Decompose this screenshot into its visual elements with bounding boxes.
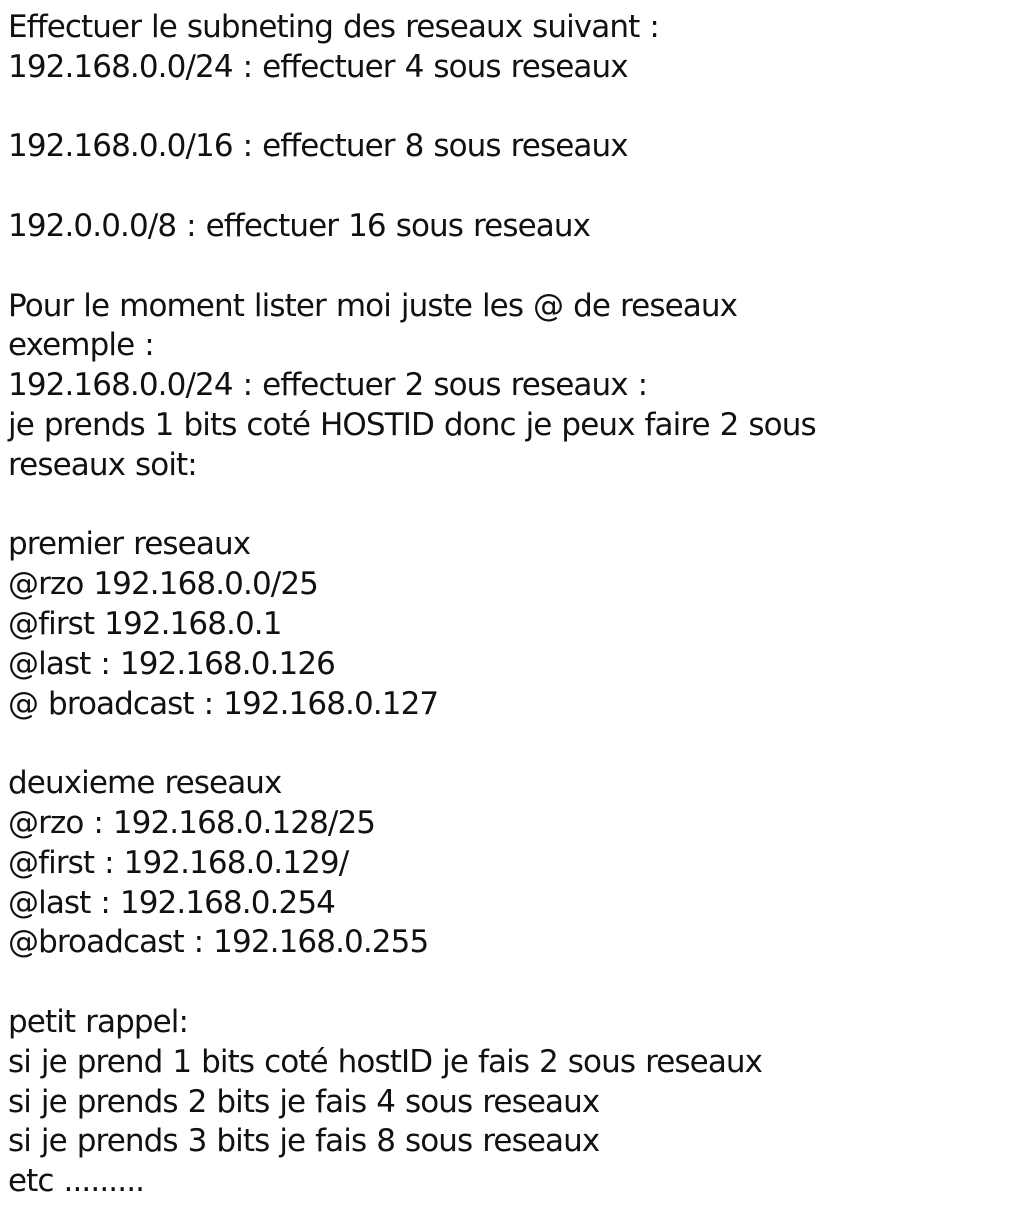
second-network-first: @first : 192.168.0.129/	[8, 844, 349, 881]
reminder-title: petit rappel:	[8, 1003, 189, 1040]
document-body	[8, 8, 1002, 1202]
blank-line	[8, 486, 1002, 526]
blank-line	[8, 247, 1002, 287]
blank-line	[8, 724, 1002, 764]
first-network-last: @last : 192.168.0.126	[8, 645, 335, 682]
instruction-line-1: Pour le moment lister moi juste les @ de reseaux	[8, 287, 738, 324]
first-network-broadcast: @ broadcast : 192.168.0.127	[8, 685, 439, 722]
reminder-line-3: si je prends 3 bits je fais 8 sous reseaux	[8, 1123, 600, 1160]
first-network-rzo: @rzo 192.168.0.0/25	[8, 566, 318, 603]
instruction-line-4: je prends 1 bits coté HOSTID donc je peux faire 2 sous	[8, 406, 816, 443]
task-line-1: 192.168.0.0/24 : effectuer 4 sous reseaux	[8, 48, 628, 85]
task-line-2: 192.168.0.0/16 : effectuer 8 sous reseaux	[8, 128, 628, 165]
reminder-line-2: si je prends 2 bits je fais 4 sous reseaux	[8, 1083, 600, 1120]
instruction-line-5: reseaux soit:	[8, 446, 197, 483]
instruction-line-2: exemple :	[8, 327, 154, 364]
task-line-3: 192.0.0.0/8 : effectuer 16 sous reseaux	[8, 207, 591, 244]
first-network-title: premier reseaux	[8, 526, 251, 563]
second-network-broadcast: @broadcast : 192.168.0.255	[8, 924, 429, 961]
second-network-rzo: @rzo : 192.168.0.128/25	[8, 804, 376, 841]
second-network-title: deuxieme reseaux	[8, 765, 282, 802]
first-network-first: @first 192.168.0.1	[8, 605, 282, 642]
heading-text: Effectuer le subneting des reseaux suivant :	[8, 9, 659, 45]
blank-line	[8, 167, 1002, 207]
reminder-line-1: si je prend 1 bits coté hostID je fais 2 sous reseaux	[8, 1043, 763, 1080]
reminder-line-4: etc .........	[8, 1163, 145, 1200]
blank-line	[8, 963, 1002, 1003]
second-network-last: @last : 192.168.0.254	[8, 884, 335, 921]
instruction-line-3: 192.168.0.0/24 : effectuer 2 sous reseaux :	[8, 367, 648, 404]
blank-line	[8, 88, 1002, 128]
